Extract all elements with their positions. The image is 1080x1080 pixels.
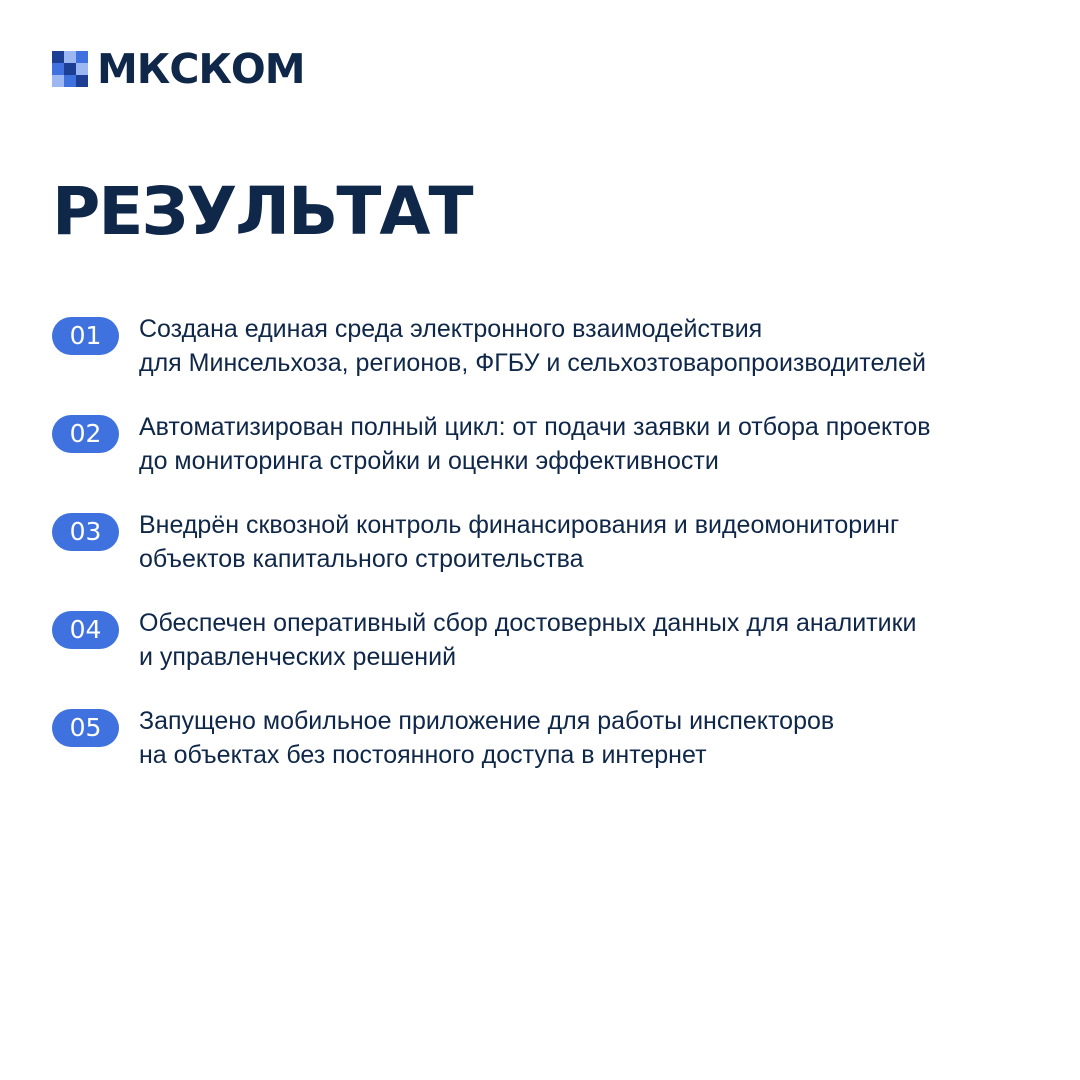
number-badge: 02 — [52, 415, 119, 453]
result-text — [139, 606, 1039, 674]
result-text-line: для Минсельхоза, регионов, ФГБУ и сельхозтоваропроизводителей — [139, 349, 926, 377]
brand-name: МКСКОМ — [97, 45, 305, 93]
result-item-05 — [52, 704, 1032, 774]
page-title: РЕЗУЛЬТАТ — [52, 173, 472, 250]
result-text — [139, 704, 1039, 772]
result-text — [139, 508, 1039, 576]
result-item-04 — [52, 606, 1032, 676]
result-item-02 — [52, 410, 1032, 480]
result-text-line: Запущено мобильное приложение для работы инспекторов — [139, 707, 835, 735]
checker-squares-icon — [52, 51, 88, 87]
result-text — [139, 312, 1039, 380]
result-text-line: до мониторинга стройки и оценки эффективности — [139, 447, 719, 475]
result-item-01 — [52, 312, 1032, 382]
result-text-line: на объектах без постоянного доступа в интернет — [139, 741, 707, 769]
result-text — [139, 410, 1039, 478]
result-item-03 — [52, 508, 1032, 578]
number-badge: 05 — [52, 709, 119, 747]
result-text-line: Внедрён сквозной контроль финансирования и видеомониторинг — [139, 511, 900, 539]
result-text-line: Обеспечен оперативный сбор достоверных данных для аналитики — [139, 609, 917, 637]
result-text-line: объектов капитального строительства — [139, 545, 584, 573]
number-badge: 03 — [52, 513, 119, 551]
result-text-line: Автоматизирован полный цикл: от подачи заявки и отбора проектов — [139, 413, 931, 441]
number-badge: 04 — [52, 611, 119, 649]
brand-logo — [52, 45, 305, 93]
result-text-line: Создана единая среда электронного взаимодействия — [139, 315, 763, 343]
result-text-line: и управленческих решений — [139, 643, 457, 671]
number-badge: 01 — [52, 317, 119, 355]
results-list — [52, 312, 1032, 802]
